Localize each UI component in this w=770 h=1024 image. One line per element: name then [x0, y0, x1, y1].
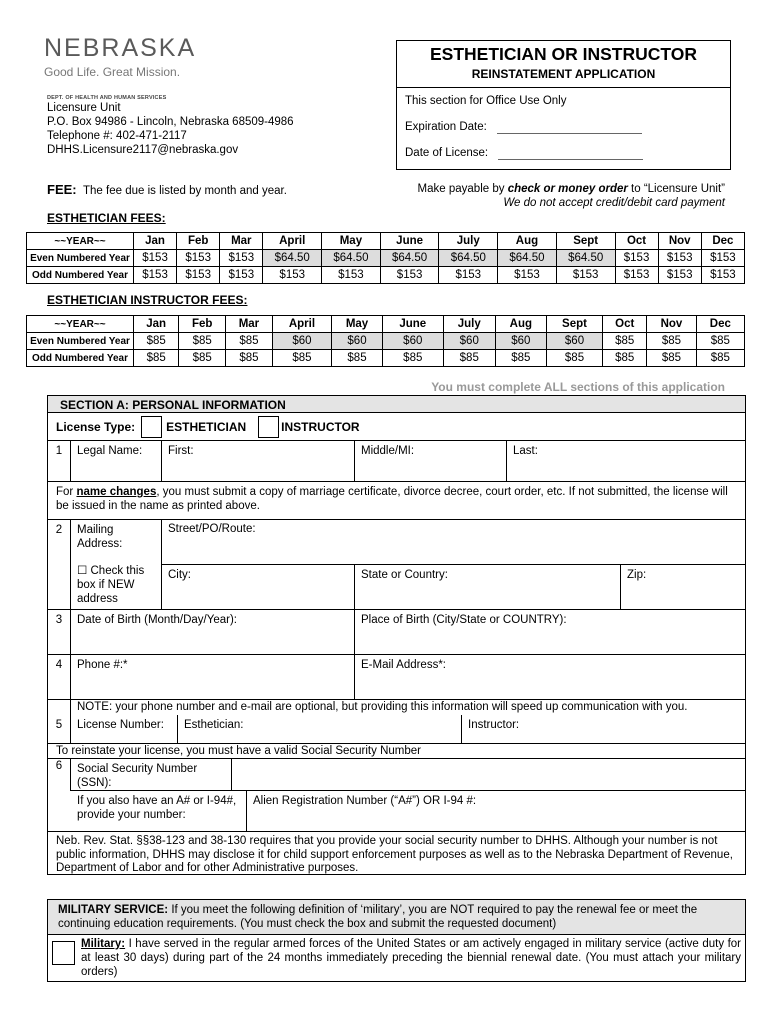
fee-cell: $153: [380, 267, 439, 284]
form-title: ESTHETICIAN OR INSTRUCTOR: [429, 44, 698, 64]
title-box: [396, 40, 731, 88]
email-field[interactable]: E-Mail Address*:: [361, 659, 447, 671]
last-name-field[interactable]: Last:: [513, 445, 538, 457]
row-label: ~~YEAR~~: [27, 233, 134, 250]
instructor-license-field[interactable]: Instructor:: [468, 719, 520, 731]
first-name-field[interactable]: First:: [162, 441, 355, 481]
fee-cell: $85: [647, 350, 697, 367]
office-use-box: [396, 88, 731, 170]
legal-name-row: 1 Legal Name: First: Middle/MI: Last:: [48, 441, 745, 482]
military-checkbox[interactable]: [52, 941, 75, 965]
fee-cell: $153: [615, 267, 658, 284]
fee-row: [27, 250, 745, 267]
form-subtitle: REINSTATEMENT APPLICATION: [471, 67, 656, 81]
fee-cell: $85: [603, 350, 647, 367]
section-a-title: SECTION A: PERSONAL INFORMATION: [48, 396, 745, 413]
fee-cell: $153: [220, 250, 263, 267]
row-label: Even Numbered Year: [27, 250, 134, 267]
fee-cell: $153: [658, 267, 701, 284]
no-cards-note: We do not accept credit/debit card payment: [503, 197, 725, 209]
esthetician-option: ESTHETICIAN: [166, 419, 247, 434]
alien-number-field[interactable]: Alien Registration Number (“A#”) OR I-94 #:: [253, 795, 477, 807]
complete-all-notice: You must complete ALL sections of this application: [431, 380, 725, 394]
instructor-option: INSTRUCTOR: [281, 419, 360, 434]
nebraska-logo: [44, 34, 196, 79]
fee-cell: Mar: [220, 233, 263, 250]
fee-cell: $64.50: [322, 250, 381, 267]
fee-cell: $153: [556, 267, 615, 284]
po-box: P.O. Box 94986 - Lincoln, Nebraska 68509-4986: [47, 116, 294, 128]
fee-cell: $60: [546, 333, 602, 350]
fee-cell: Sept: [556, 233, 615, 250]
fee-cell: $64.50: [498, 250, 557, 267]
row-label: Even Numbered Year: [27, 333, 134, 350]
contact-note: NOTE: your phone number and e-mail are optional, but providing this information will speed up communication with you.: [77, 701, 688, 713]
fee-cell: $85: [546, 350, 602, 367]
fee-row: [27, 333, 745, 350]
fee-row: [27, 316, 745, 333]
fee-cell: $85: [696, 350, 744, 367]
fee-cell: $153: [177, 250, 220, 267]
fee-cell: Feb: [179, 316, 226, 333]
fee-cell: Nov: [647, 316, 697, 333]
ssn-row: To reinstate your license, you must have a valid Social Security Number 6 Social Security Number (SSN): If you also have an A# or I-94#, provide your number: Alien Registration Number (“A#”) OR I-94 #:: [48, 744, 745, 832]
logo-name: NEBRASKA: [44, 34, 197, 62]
fee-cell: $85: [226, 333, 273, 350]
ssn-field[interactable]: Social Security Number (SSN):: [71, 759, 232, 791]
middle-name-field[interactable]: Middle/MI:: [355, 441, 507, 481]
fee-cell: $153: [701, 250, 744, 267]
fee-cell: April: [272, 316, 331, 333]
fee-cell: $153: [177, 267, 220, 284]
street-field[interactable]: Street/PO/Route:: [162, 520, 745, 565]
fee-cell: $60: [495, 333, 546, 350]
esthetician-fee-table: [26, 232, 745, 284]
fee-cell: $85: [443, 350, 495, 367]
fee-cell: $153: [615, 250, 658, 267]
zip-field[interactable]: Zip:: [627, 569, 647, 581]
fee-cell: $64.50: [380, 250, 439, 267]
city-field[interactable]: City:: [162, 565, 355, 609]
fee-cell: $64.50: [263, 250, 322, 267]
dob-field[interactable]: Date of Birth (Month/Day/Year):: [71, 610, 355, 654]
instructor-checkbox[interactable]: [258, 416, 279, 438]
telephone: Telephone #: 402-471-2117: [47, 130, 187, 142]
fee-cell: $85: [134, 350, 179, 367]
fee-row: [27, 233, 745, 250]
license-date-label: Date of License:: [405, 147, 489, 159]
fee-cell: $153: [134, 267, 177, 284]
fee-text: The fee due is listed by month and year.: [83, 185, 287, 197]
fee-cell: $85: [134, 333, 179, 350]
fee-cell: Oct: [615, 233, 658, 250]
fee-cell: $85: [382, 350, 443, 367]
row-label: Odd Numbered Year: [27, 267, 134, 284]
office-use-heading: This section for Office Use Only: [405, 95, 567, 107]
fee-statement: [47, 182, 287, 197]
fee-label: FEE:: [47, 182, 77, 197]
esthetician-checkbox[interactable]: [141, 416, 162, 438]
license-number-label: License Number:: [71, 715, 178, 743]
section-a-form: [47, 395, 746, 875]
fee-cell: $153: [701, 267, 744, 284]
military-label: Military:: [81, 938, 126, 950]
military-heading: MILITARY SERVICE:: [58, 904, 169, 916]
ssn-requirement: To reinstate your license, you must have a valid Social Security Number: [56, 745, 421, 757]
fee-cell: Jan: [134, 316, 179, 333]
statute-notice: Neb. Rev. Stat. §§38-123 and 38-130 requires that you provide your social security number to DHHS. Although your number is not public information, DHHS may disclose it for child support enforcement purposes as well as to the Nebraska Department of Revenue, Department of Labor and for other Administrative purposes.: [56, 835, 733, 874]
fee-cell: $153: [658, 250, 701, 267]
instructor-fees-title: ESTHETICIAN INSTRUCTOR FEES:: [47, 293, 248, 307]
new-address-checkbox[interactable]: ☐ Check this box if NEW address: [77, 565, 145, 605]
fee-cell: $85: [226, 350, 273, 367]
fee-cell: July: [443, 316, 495, 333]
email-address: DHHS.Licensure2117@nebraska.gov: [47, 144, 239, 156]
fee-cell: $60: [332, 333, 383, 350]
fee-cell: $85: [332, 350, 383, 367]
fee-cell: Oct: [603, 316, 647, 333]
fee-cell: June: [382, 316, 443, 333]
instructor-fee-table: [26, 315, 745, 367]
legal-name-label: Legal Name:: [71, 441, 162, 481]
fee-cell: Dec: [701, 233, 744, 250]
contact-row: 4 Phone #:* E-Mail Address*:: [48, 655, 745, 700]
license-number-row: 5 NOTE: your phone number and e-mail are optional, but providing this information will speed up communication with you. License Number: Esthetician: Instructor:: [48, 700, 745, 744]
row-label: Odd Numbered Year: [27, 350, 134, 367]
fee-cell: $85: [179, 333, 226, 350]
fee-cell: $64.50: [556, 250, 615, 267]
fee-cell: $85: [647, 333, 697, 350]
military-section: [47, 899, 746, 982]
mailing-address-row: 2 Mailing Address: ☐ Check this box if NEW address Street/PO/Route: City: State or Country: Zip:: [48, 520, 745, 610]
fee-cell: $153: [322, 267, 381, 284]
payment-info: Make payable by check or money order to “Licensure Unit” We do not accept credit/debit card payment: [417, 183, 725, 209]
fee-cell: April: [263, 233, 322, 250]
fee-cell: $85: [495, 350, 546, 367]
fee-cell: $153: [263, 267, 322, 284]
fee-cell: $60: [382, 333, 443, 350]
dept-name: DEPT. OF HEALTH AND HUMAN SERVICES: [47, 95, 167, 101]
license-type-label: License Type:: [56, 419, 136, 434]
fee-cell: $60: [272, 333, 331, 350]
fee-cell: May: [332, 316, 383, 333]
fee-cell: $85: [272, 350, 331, 367]
fee-cell: $60: [443, 333, 495, 350]
esthetician-fees-title: ESTHETICIAN FEES:: [47, 211, 166, 225]
fee-cell: June: [380, 233, 439, 250]
fee-cell: $153: [134, 250, 177, 267]
fee-cell: $85: [696, 333, 744, 350]
fee-cell: $85: [179, 350, 226, 367]
fee-cell: $64.50: [439, 250, 498, 267]
fee-cell: $85: [603, 333, 647, 350]
birth-row: 3 Date of Birth (Month/Day/Year): Place of Birth (City/State or COUNTRY):: [48, 610, 745, 655]
license-type-row: [48, 413, 745, 441]
expiration-date-label: Expiration Date:: [405, 121, 487, 133]
military-text: If you meet the following definition of ‘military’, you are NOT required to pay the renewal fee or meet the continuing education requirements. (You must check the box and submit the requested document): [58, 904, 698, 930]
fee-cell: $153: [498, 267, 557, 284]
a-number-label: If you also have an A# or I-94#, provide your number:: [71, 791, 247, 831]
esthetician-license-field[interactable]: Esthetician:: [178, 715, 462, 743]
logo-tagline: Good Life. Great Mission.: [44, 65, 181, 79]
mailing-address-label: Mailing Address:: [77, 524, 123, 550]
military-statement: I have served in the regular armed forces of the United States or am actively engaged in military service (active duty for at least 30 days) during part of the 24 months immediately preceding the biennial renewal date. (You must attach your military orders): [81, 938, 741, 978]
fee-cell: $153: [220, 267, 263, 284]
fee-cell: Aug: [495, 316, 546, 333]
fee-row: [27, 350, 745, 367]
fee-cell: Sept: [546, 316, 602, 333]
fee-cell: $153: [439, 267, 498, 284]
fee-cell: Dec: [696, 316, 744, 333]
pob-field[interactable]: Place of Birth (City/State or COUNTRY):: [361, 614, 567, 626]
fee-cell: July: [439, 233, 498, 250]
fee-row: [27, 267, 745, 284]
fee-cell: May: [322, 233, 381, 250]
fee-cell: Feb: [177, 233, 220, 250]
fee-cell: Nov: [658, 233, 701, 250]
fee-cell: Jan: [134, 233, 177, 250]
fee-cell: Aug: [498, 233, 557, 250]
fee-cell: Mar: [226, 316, 273, 333]
expiration-date-line: [497, 123, 642, 134]
state-field[interactable]: State or Country:: [355, 565, 621, 609]
phone-field[interactable]: Phone #:*: [71, 655, 355, 699]
license-date-line: [498, 149, 643, 160]
row-label: ~~YEAR~~: [27, 316, 134, 333]
unit-name: Licensure Unit: [47, 102, 121, 114]
name-change-note: For name changes, you must submit a copy of marriage certificate, divorce decree, court order, etc. If not submitted, the license will be issued in the name as printed above.: [48, 482, 745, 520]
mailing-address-block: [47, 101, 294, 157]
